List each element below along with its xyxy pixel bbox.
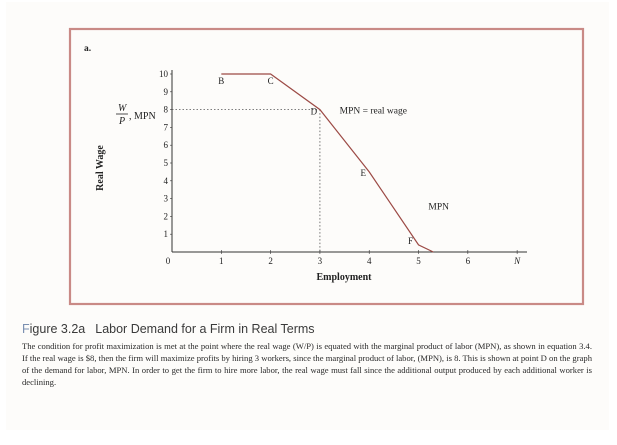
y-tick-label: 3 — [163, 193, 168, 204]
point-label-c: C — [267, 76, 274, 86]
y-axis-title: Real Wage — [95, 145, 106, 191]
x-axis-title: Employment — [316, 272, 372, 283]
y-tick-label: 5 — [163, 158, 168, 168]
y-axis-suffix: , MPN — [129, 111, 156, 122]
fraction-numerator: W — [118, 103, 127, 114]
y-tick-label: 7 — [163, 122, 168, 133]
point-label-d: D — [310, 106, 318, 117]
x-tick-label: 5 — [416, 256, 421, 266]
figure-number-rest: igure 3.2a — [29, 322, 86, 336]
y-tick-label: 8 — [163, 104, 168, 115]
fraction-denominator: P — [119, 116, 126, 127]
figure-number-lead: F — [22, 322, 30, 336]
x-tick-label: 0 — [165, 256, 171, 266]
x-tick-label: N — [514, 256, 521, 266]
point-labels — [218, 76, 413, 246]
x-tick-label: 6 — [465, 256, 471, 266]
figure-number — [22, 322, 85, 336]
x-tick-label: 2 — [268, 256, 273, 266]
y-tick-label: 4 — [163, 175, 168, 186]
figure-title: Labor Demand for a Firm in Real Terms — [95, 322, 315, 336]
y-tick-label: 1 — [163, 229, 168, 240]
x-tick-label: 4 — [366, 256, 372, 266]
point-label-e: E — [360, 167, 366, 178]
series-layer — [221, 74, 433, 252]
y-tick-label: 9 — [163, 86, 168, 97]
x-tick-label: 3 — [317, 256, 323, 266]
panel-label: a. — [84, 44, 92, 54]
annotation-mpn-real-wage: MPN = real wage — [339, 106, 407, 117]
axes — [172, 70, 527, 252]
x-tick-label: 1 — [219, 256, 224, 266]
figure-caption — [22, 322, 592, 388]
annotation-mpn: MPN — [428, 202, 449, 213]
point-label-b: B — [218, 76, 225, 86]
y-tick-label: 2 — [163, 211, 168, 222]
caption-body: The condition for profit maximization is met at the point where the real wage (W/P) is equated with the marginal product of labor (MPN), as shown in equation 3.4. If the real wage is $8, then the firm will maximize profits by hiring 3 workers, since the marginal product of labor, (MPN), is 8. This is shown at point D on the graph of the demand for labor, MPN. In order to get the firm to hire more labor, the real wage must fall since the additional output produced by each additional worker is declining. — [22, 341, 592, 387]
tick-labels — [159, 69, 521, 266]
chart-border — [70, 29, 583, 304]
y-tick-label: 10 — [159, 69, 168, 79]
caption-title-row — [22, 322, 592, 336]
y-axis-symbol-label — [116, 103, 156, 127]
mpn-curve — [221, 74, 433, 252]
point-label-f: F — [408, 235, 414, 246]
y-tick-label: 6 — [163, 140, 168, 151]
